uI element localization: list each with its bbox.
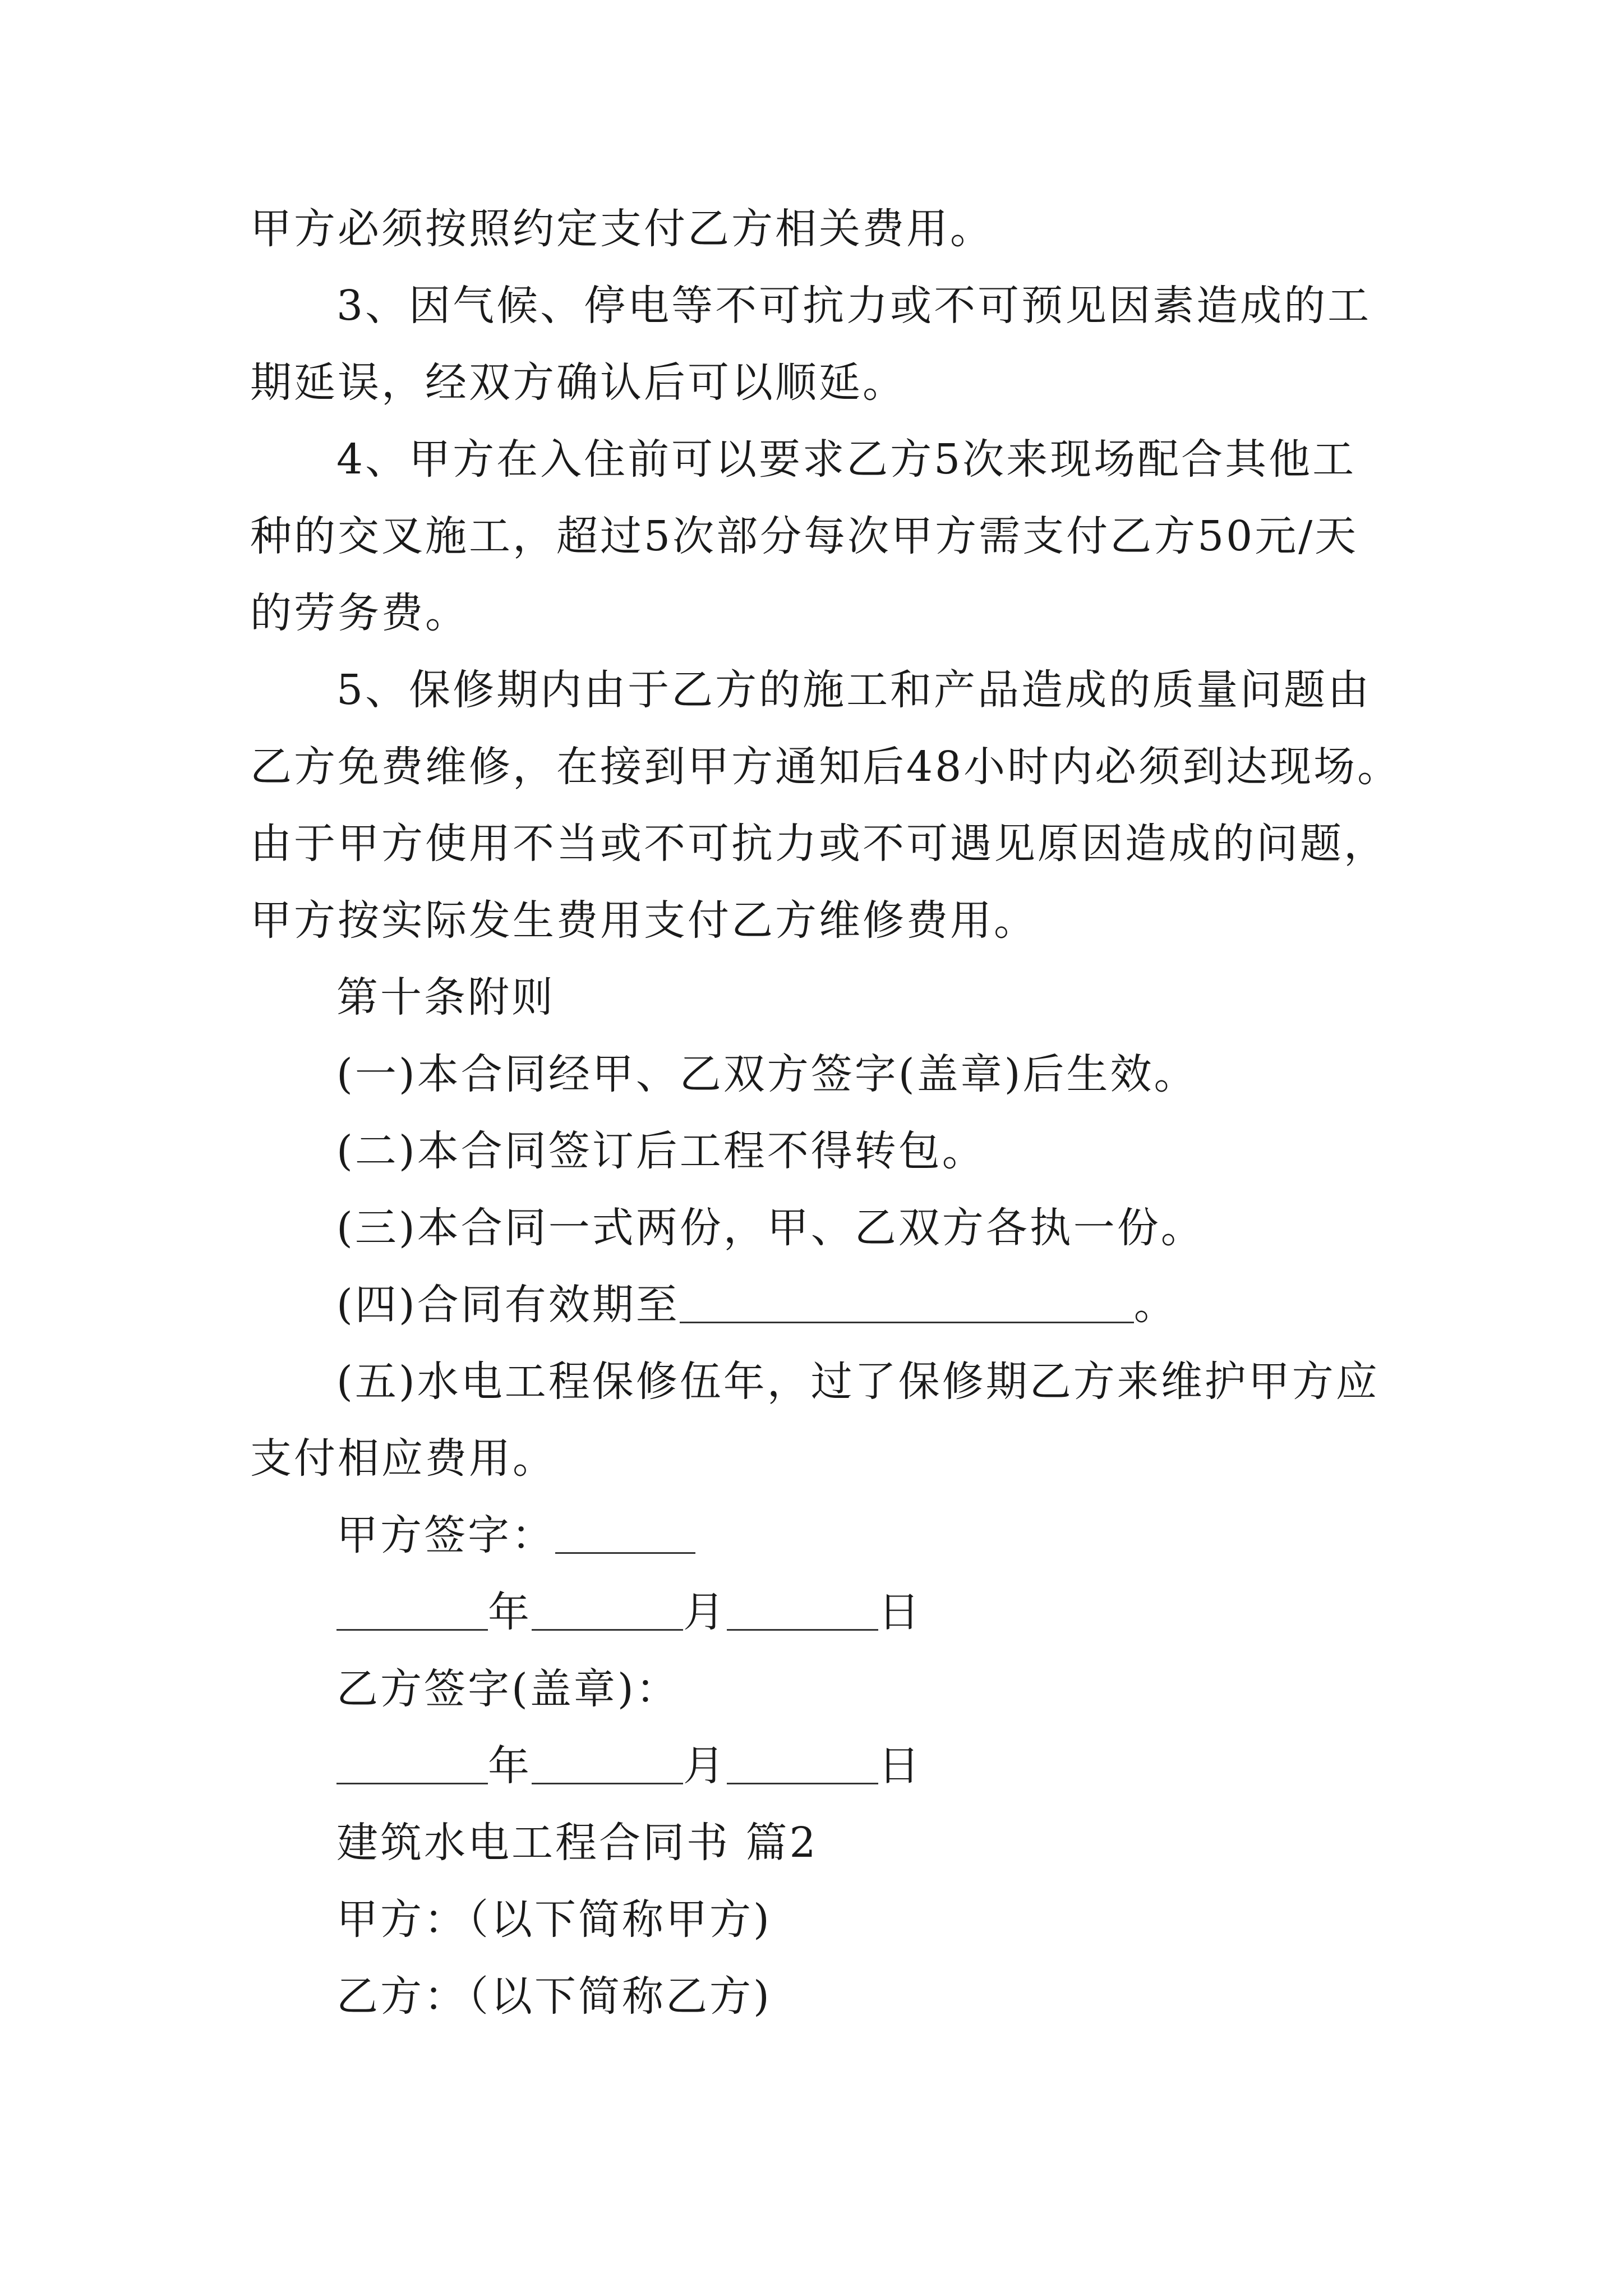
day-blank xyxy=(727,1590,878,1631)
day-label: 日 xyxy=(878,1742,922,1790)
day-blank xyxy=(727,1743,878,1784)
clause-3-line-2: 期延误，经双方确认后可以顺延。 xyxy=(250,358,906,407)
party-a-sign-blank xyxy=(555,1513,695,1554)
clause-5-line-4: 甲方按实际发生费用支付乙方维修费用。 xyxy=(250,896,1038,945)
month-label: 月 xyxy=(683,1742,727,1790)
clause-3-line-1: 3、因气候、停电等不可抗力或不可预见因素造成的工 xyxy=(336,282,1372,330)
clause-5-line-1: 5、保修期内由于乙方的施工和产品造成的质量问题由 xyxy=(336,666,1372,714)
clause-4-line-1: 4、甲方在入住前可以要求乙方5次来现场配合其他工 xyxy=(336,435,1357,484)
document-body xyxy=(250,191,1405,2035)
next-contract-title: 建筑水电工程合同书 篇2 xyxy=(336,1819,818,1867)
clause-5-line-2: 乙方免费维修，在接到甲方通知后48小时内必须到达现场。 xyxy=(250,743,1401,791)
year-label: 年 xyxy=(488,1588,532,1636)
month-blank xyxy=(532,1743,683,1784)
paragraph-line: 甲方必须按照约定支付乙方相关费用。 xyxy=(250,205,994,253)
clause-5-line-3: 由于甲方使用不当或不可抗力或不可遇见原因造成的问题， xyxy=(250,820,1387,868)
party-b-signature: 乙方签字(盖章)： xyxy=(336,1665,680,1713)
appendix-clause-4 xyxy=(250,1267,1405,1343)
day-label: 日 xyxy=(878,1588,922,1636)
year-blank xyxy=(336,1743,488,1784)
appendix-clause-5-line-2: 支付相应费用。 xyxy=(250,1434,556,1483)
party-b-line: 乙方：（以下简称乙方) xyxy=(336,1972,772,2021)
appendix-clause-1: (一)本合同经甲、乙双方签字(盖章)后生效。 xyxy=(336,1050,1198,1098)
clause-4-line-3: 的劳务费。 xyxy=(250,589,469,637)
party-a-line: 甲方：（以下简称甲方) xyxy=(336,1895,772,1944)
validity-date-blank xyxy=(680,1282,1134,1323)
party-a-date xyxy=(250,1574,1405,1651)
party-a-sign-label: 甲方签字： xyxy=(336,1511,555,1559)
year-blank xyxy=(336,1590,488,1631)
year-label: 年 xyxy=(488,1742,532,1790)
clause-4-prefix: (四)合同有效期至 xyxy=(336,1281,680,1329)
clause-4-line-2: 种的交叉施工，超过5次部分每次甲方需支付乙方50元/天 xyxy=(250,512,1359,560)
appendix-clause-2: (二)本合同签订后工程不得转包。 xyxy=(336,1127,986,1175)
article-10-title: 第十条附则 xyxy=(336,973,555,1022)
party-b-date xyxy=(250,1728,1405,1805)
party-a-signature xyxy=(250,1497,1405,1574)
appendix-clause-3: (三)本合同一式两份，甲、乙双方各执一份。 xyxy=(336,1204,1205,1252)
month-label: 月 xyxy=(683,1588,727,1636)
appendix-clause-5-line-1: (五)水电工程保修伍年，过了保修期乙方来维护甲方应 xyxy=(336,1358,1380,1406)
clause-4-suffix: 。 xyxy=(1133,1281,1178,1329)
month-blank xyxy=(532,1590,683,1631)
